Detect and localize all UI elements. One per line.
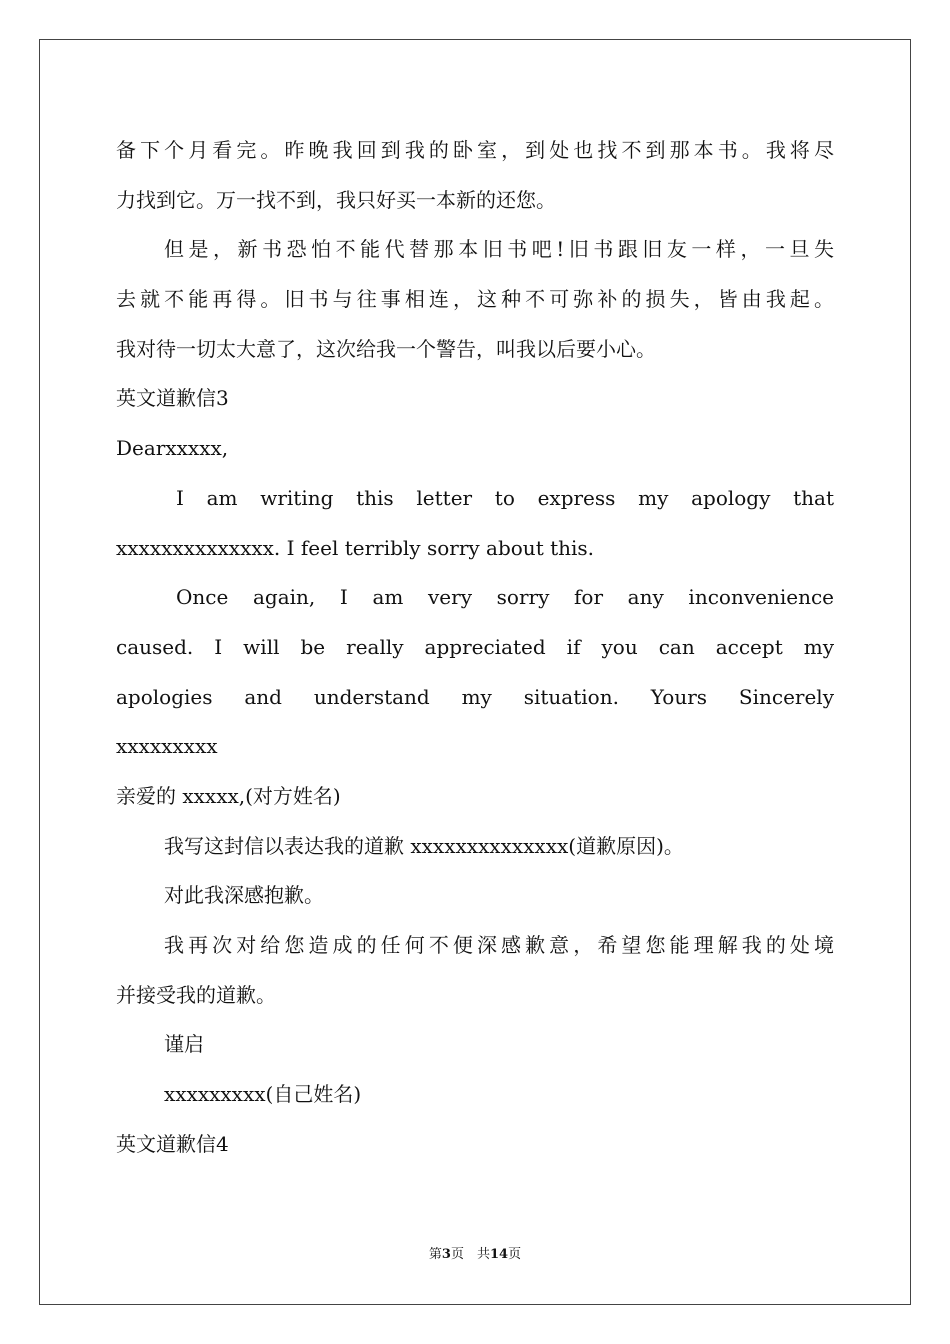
document-body [116, 126, 834, 1169]
text-line: 我再次对给您造成的任何不便深感歉意，希望您能理解我的处境 [164, 933, 834, 957]
section-heading: 英文道歉信3 [116, 386, 229, 411]
page-footer [0, 1246, 950, 1264]
footer-prefix: 第 [428, 1247, 442, 1262]
footer-mid: 页 共 [450, 1247, 490, 1262]
section-heading: 英文道歉信4 [116, 1131, 229, 1156]
text-line: 去就不能再得。旧书与往事相连，这种不可弥补的损失，皆由我起。 [116, 287, 834, 312]
text-line: 力找到它。万一找不到，我只好买一本新的还您。 [116, 187, 556, 212]
text-line: caused. I will be really appreciated if you can accept my [116, 634, 834, 659]
text-line: 备下个月看完。昨晚我回到我的卧室，到处也找不到那本书。我将尽 [116, 138, 834, 162]
text-line: apologies and understand my situation. Yours Sincerely [116, 684, 834, 709]
salutation: Dearxxxxx, [116, 436, 229, 461]
signature: xxxxxxxxx [116, 734, 218, 759]
text-line: Once again, I am very sorry for any inconvenience [176, 585, 834, 610]
text-line: 对此我深感抱歉。 [164, 883, 324, 908]
footer-suffix: 页 [508, 1247, 522, 1262]
total-page-count: 14 [489, 1247, 509, 1262]
text-line: 我对待一切太大意了，这次给我一个警告，叫我以后要小心。 [116, 336, 656, 361]
text-line: 并接受我的道歉。 [116, 982, 276, 1007]
text-line: xxxxxxxxxxxxxx. I feel terribly sorry about this. [116, 535, 595, 560]
current-page-number: 3 [441, 1247, 451, 1262]
text-line: 但是，新书恐怕不能代替那本旧书吧!旧书跟旧友一样，一旦失 [164, 237, 834, 262]
signature: xxxxxxxxx(自己姓名) [164, 1082, 362, 1107]
salutation: 亲爱的 xxxxx,(对方姓名) [116, 783, 341, 808]
text-line: 我写这封信以表达我的道歉 xxxxxxxxxxxxxx(道歉原因)。 [164, 833, 684, 858]
closing: 谨启 [164, 1032, 204, 1057]
text-line: I am writing this letter to express my apology that [176, 485, 834, 510]
